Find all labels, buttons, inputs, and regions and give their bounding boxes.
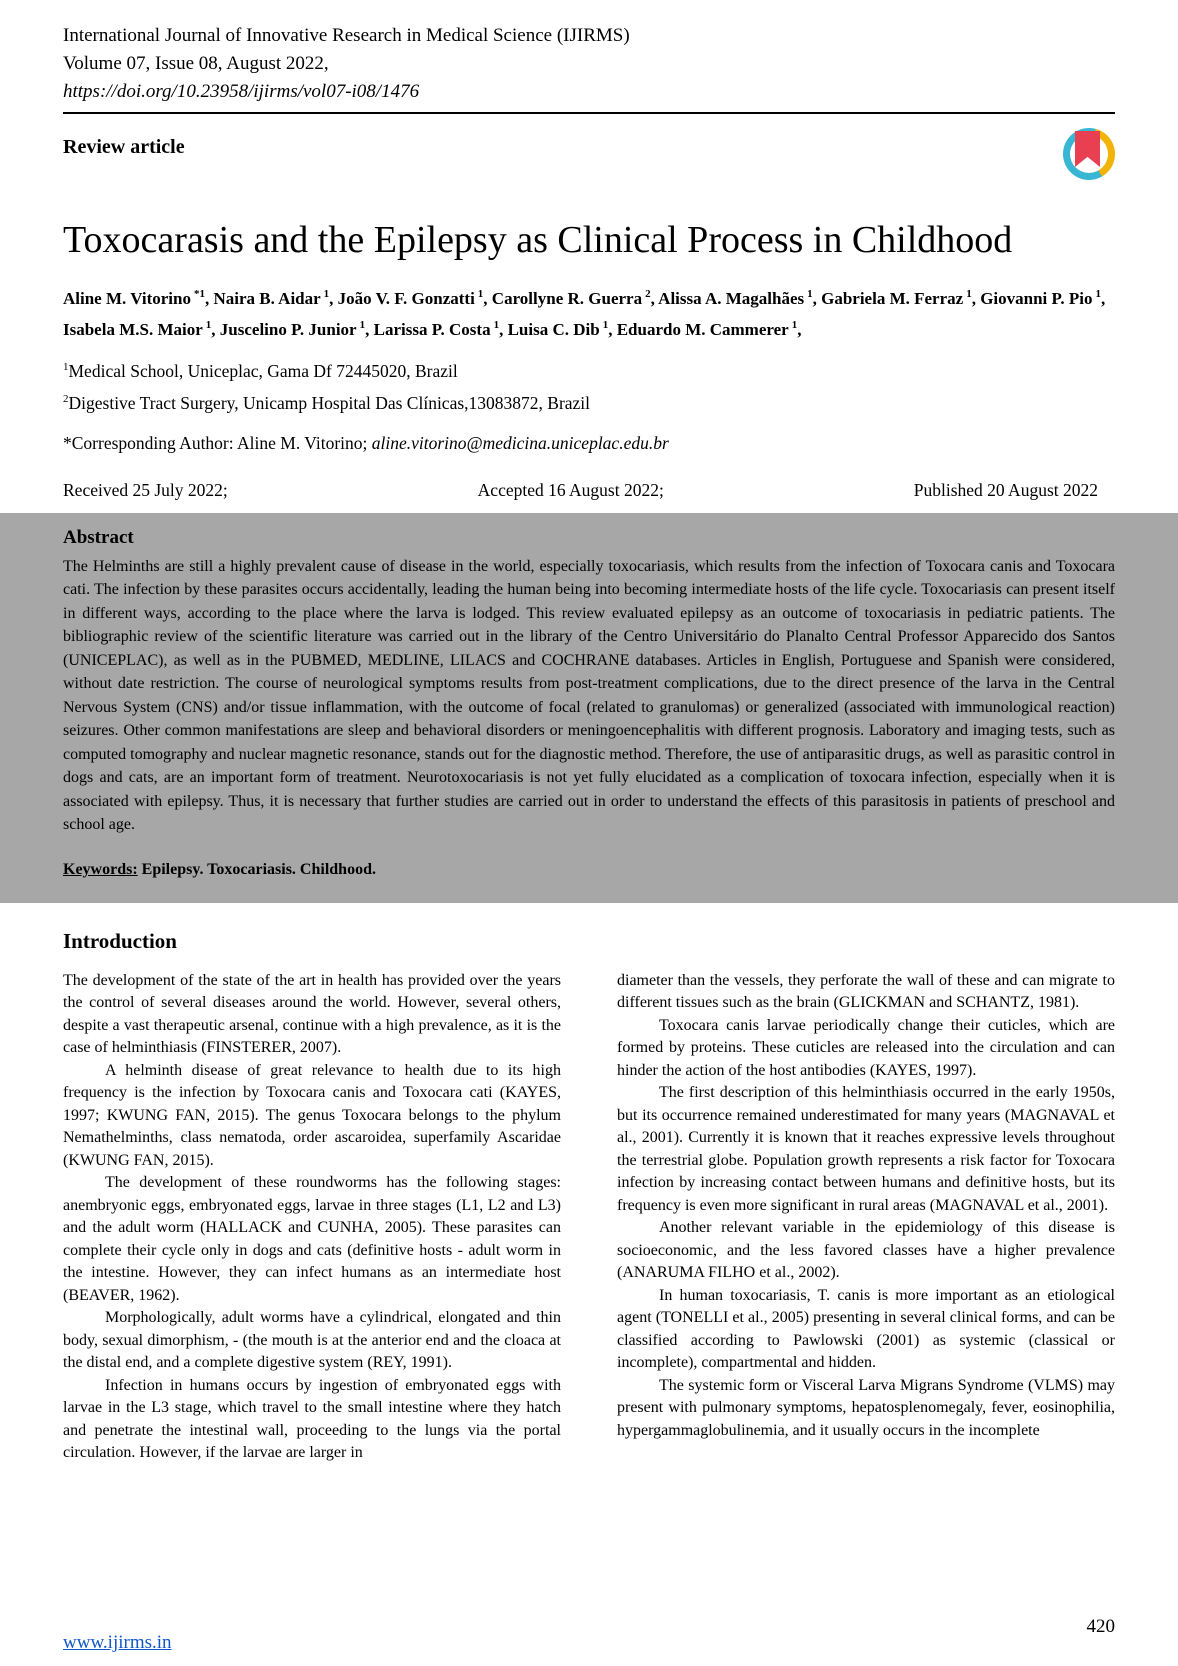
author-list [0, 281, 1178, 343]
body-paragraph: The first description of this helminthiasis occurred in the early 1950s, but its occurrence remained underestimated for many years (MAGNAVAL et al., 2001). Currently it is known that it reaches expressive levels throughout the terrestrial globe. Population growth represents a risk factor for Toxocara infection by increasing contact between humans and definitive hosts, but its frequency is even more significant in rural areas (MAGNAVAL et al., 2001). [617, 1084, 1115, 1214]
author-name: Juscelino P. Junior $^1$, [219, 319, 374, 339]
page-footer [63, 1616, 1115, 1654]
journal-name: International Journal of Innovative Research in Medical Science (IJIRMS) [63, 25, 630, 46]
left-column [63, 970, 561, 1465]
received-date: Received 25 July 2022; [63, 479, 228, 500]
keywords-label: Keywords: [63, 860, 138, 878]
accepted-date: Accepted 16 August 2022; [477, 479, 664, 500]
author-name: Naira B. Aidar $^1$, [213, 288, 338, 308]
header-divider [63, 112, 1115, 114]
author-affiliation-sup: 1 [791, 319, 798, 332]
body-paragraph: The systemic form or Visceral Larva Migrans Syndrome (VLMS) may present with pulmonary symptoms, hepatosplenomegaly, fever, eosinophilia, hypergammaglobulinemia, and it usually occurs in the incomplete [617, 1376, 1115, 1439]
journal-issue: Volume 07, Issue 08, August 2022, [63, 53, 329, 74]
keywords-text: Epilepsy. Toxocariasis. Childhood. [137, 860, 376, 878]
affiliation-line: $^1$Medical School, Uniceplac, Gama Df 72445020, Brazil [63, 361, 458, 382]
article-dates-row [0, 477, 1178, 503]
affiliation-line: $^2$Digestive Tract Surgery, Unicamp Hospital Das Clínicas,13083872, Brazil [63, 392, 591, 413]
author-name: Alissa A. Magalhães $^1$, [658, 288, 822, 308]
body-paragraph: Another relevant variable in the epidemiology of this disease is socioeconomic, and the less favored classes have a higher prevalence (ANARUMA FILHO et al., 2002). [617, 1219, 1115, 1282]
author-name: Gabriela M. Ferraz $^1$, [821, 288, 981, 308]
abstract-section [0, 513, 1178, 903]
author-affiliation-sup: 1 [493, 319, 500, 332]
author-name: Giovanni P. Pio $^1$, [980, 288, 1106, 308]
body-paragraph: diameter than the vessels, they perforate the wall of these and can migrate to different tissues such as the brain (GLICKMAN and SCHANTZ, 1981). [617, 971, 1115, 1012]
author-affiliation-sup: 1 [359, 319, 366, 332]
journal-website-link[interactable]: www.ijirms.in [63, 1632, 172, 1653]
author-name: Larissa P. Costa $^1$, [373, 319, 508, 339]
body-paragraph: Infection in humans occurs by ingestion of embryonated eggs with larvae in the L3 stage, which travel to the small intestine where they hatch and penetrate the intestinal wall, proceeding to the lungs via the portal circulation. However, if the larvae are larger in [63, 1376, 561, 1462]
right-column [617, 970, 1115, 1465]
body-paragraph: The development of these roundworms has the following stages: anembryonic eggs, embryonated eggs, larvae in three stages (L1, L2 and L3) and the adult worm (HALLACK and CUNHA, 2005). These parasites can complete their cycle only in dogs and cats (definitive hosts - adult worm in the intestine. However, they can infect humans as an intermediate host (BEAVER, 1962). [63, 1174, 561, 1304]
author-name: Eduardo M. Cammerer $^1$, [616, 319, 802, 339]
author-name: Carollyne R. Guerra $^2$, [491, 288, 659, 308]
author-affiliation-sup: 1 [966, 288, 972, 300]
corresponding-author-line [0, 429, 1178, 457]
journal-logo-icon [1063, 128, 1115, 180]
author-affiliation-sup: 2 [645, 288, 651, 300]
journal-header [0, 0, 1178, 186]
author-affiliation-sup: 1 [205, 319, 212, 332]
introduction-heading: Introduction [63, 928, 177, 953]
author-affiliation-sup: *1 [193, 288, 205, 300]
body-paragraph: The development of the state of the art in health has provided over the years the control of several diseases around the world. However, several others, despite a vast therapeutic arsenal, continue with a high prevalence, as it is the case of helminthiasis (FINSTERER, 2007). [63, 971, 561, 1057]
corresponding-author-label: *Corresponding Author: Aline M. Vitorino; [63, 432, 372, 453]
abstract-heading: Abstract [63, 526, 134, 548]
introduction-section [0, 929, 1178, 1465]
body-paragraph: A helminth disease of great relevance to health due to its high frequency is the infection by Toxocara canis and Toxocara cati (KAYES, 1997; KWUNG FAN, 2015). The genus Toxocara belongs to the phylum Nemathelminths, class nematoda, order ascaroidea, superfamily Ascaridae (KWUNG FAN, 2015). [63, 1061, 561, 1169]
author-name: João V. F. Gonzatti $^1$, [337, 288, 492, 308]
author-name: Isabela M.S. Maior $^1$, [63, 319, 220, 339]
article-title: Toxocarasis and the Epilepsy as Clinical Process in Childhood [63, 219, 1013, 261]
affiliation-list [0, 353, 1178, 417]
author-name: Aline M. Vitorino $^{*1}$, [63, 288, 214, 308]
body-paragraph: In human toxocariasis, T. canis is more important as an etiological agent (TONELLI et al., 2005) presenting in several clinical forms, and can be classified according to Pawlowski (2001) as systemic (classical or incomplete), compartmental and hidden. [617, 1286, 1115, 1372]
author-affiliation-sup: 1 [477, 288, 484, 300]
body-paragraph: Morphologically, adult worms have a cylindrical, elongated and thin body, sexual dimorphism, - (the mouth is at the anterior end and the cloaca at the distal end, and a complete digestive system (REY, 1991). [63, 1309, 561, 1372]
abstract-text: The Helminths are still a highly prevalent cause of disease in the world, especially toxocariasis, which results from the infection of Toxocara canis and Toxocara cati. The infection by these parasites occurs accidentally, leading the human being into becoming intermediate hosts of the life cycle. Toxocariasis can present itself in different ways, according to the place where the larva is lodged. This review evaluated epilepsy as an outcome of toxocariasis in pediatric patients. The bibliographic review of the scientific literature was carried out in the library of the Centro Universitário do Planalto Central Professor Apparecido dos Santos (UNICEPLAC), as well as in the PUBMED, MEDLINE, LILACS and COCHRANE databases. Articles in English, Portuguese and Spanish were considered, without date restriction. The course of neurological symptoms results from post-treatment complications, due to the direct presence of the larva in the Central Nervous System (CNS) and/or tissue inflammation, with the outcome of focal (related to granulomas) or generalized (associated with immunological reaction) seizures. Other common manifestations are sleep and behavioral disorders or meningoencephalitis with different prognosis. Laboratory and imaging tests, such as computed tomography and nuclear magnetic resonance, stands out for the diagnostic method. Therefore, the use of antiparasitic drugs, as well as parasitic control in dogs and cats, are an important form of treatment. Neurotoxocariasis is not yet fully elucidated as a complication of toxocara infection, especially when it is associated with epilepsy. Thus, it is necessary that further studies are carried out in order to understand the effects of this parasitosis in patients of preschool and school age. [63, 557, 1115, 834]
author-affiliation-sup: 1 [807, 288, 813, 300]
published-date: Published 20 August 2022 [913, 479, 1098, 500]
corresponding-author-email: aline.vitorino@medicina.uniceplac.edu.br [371, 432, 669, 453]
author-name: Luisa C. Dib $^1$, [507, 319, 617, 339]
author-affiliation-sup: 1 [323, 288, 330, 300]
author-affiliation-sup: 1 [602, 319, 609, 332]
body-paragraph: Toxocara canis larvae periodically change their cuticles, which are formed by proteins. These cuticles are released into the circulation and can hinder the action of the host antibodies (KAYES, 1997). [617, 1016, 1115, 1079]
keywords-line [63, 861, 1115, 879]
author-affiliation-sup: 1 [1095, 288, 1101, 300]
page-number: 420 [1086, 1616, 1115, 1637]
article-type-label: Review article [63, 136, 185, 158]
journal-doi: https://doi.org/10.23958/ijirms/vol07-i08/1476 [63, 81, 420, 102]
